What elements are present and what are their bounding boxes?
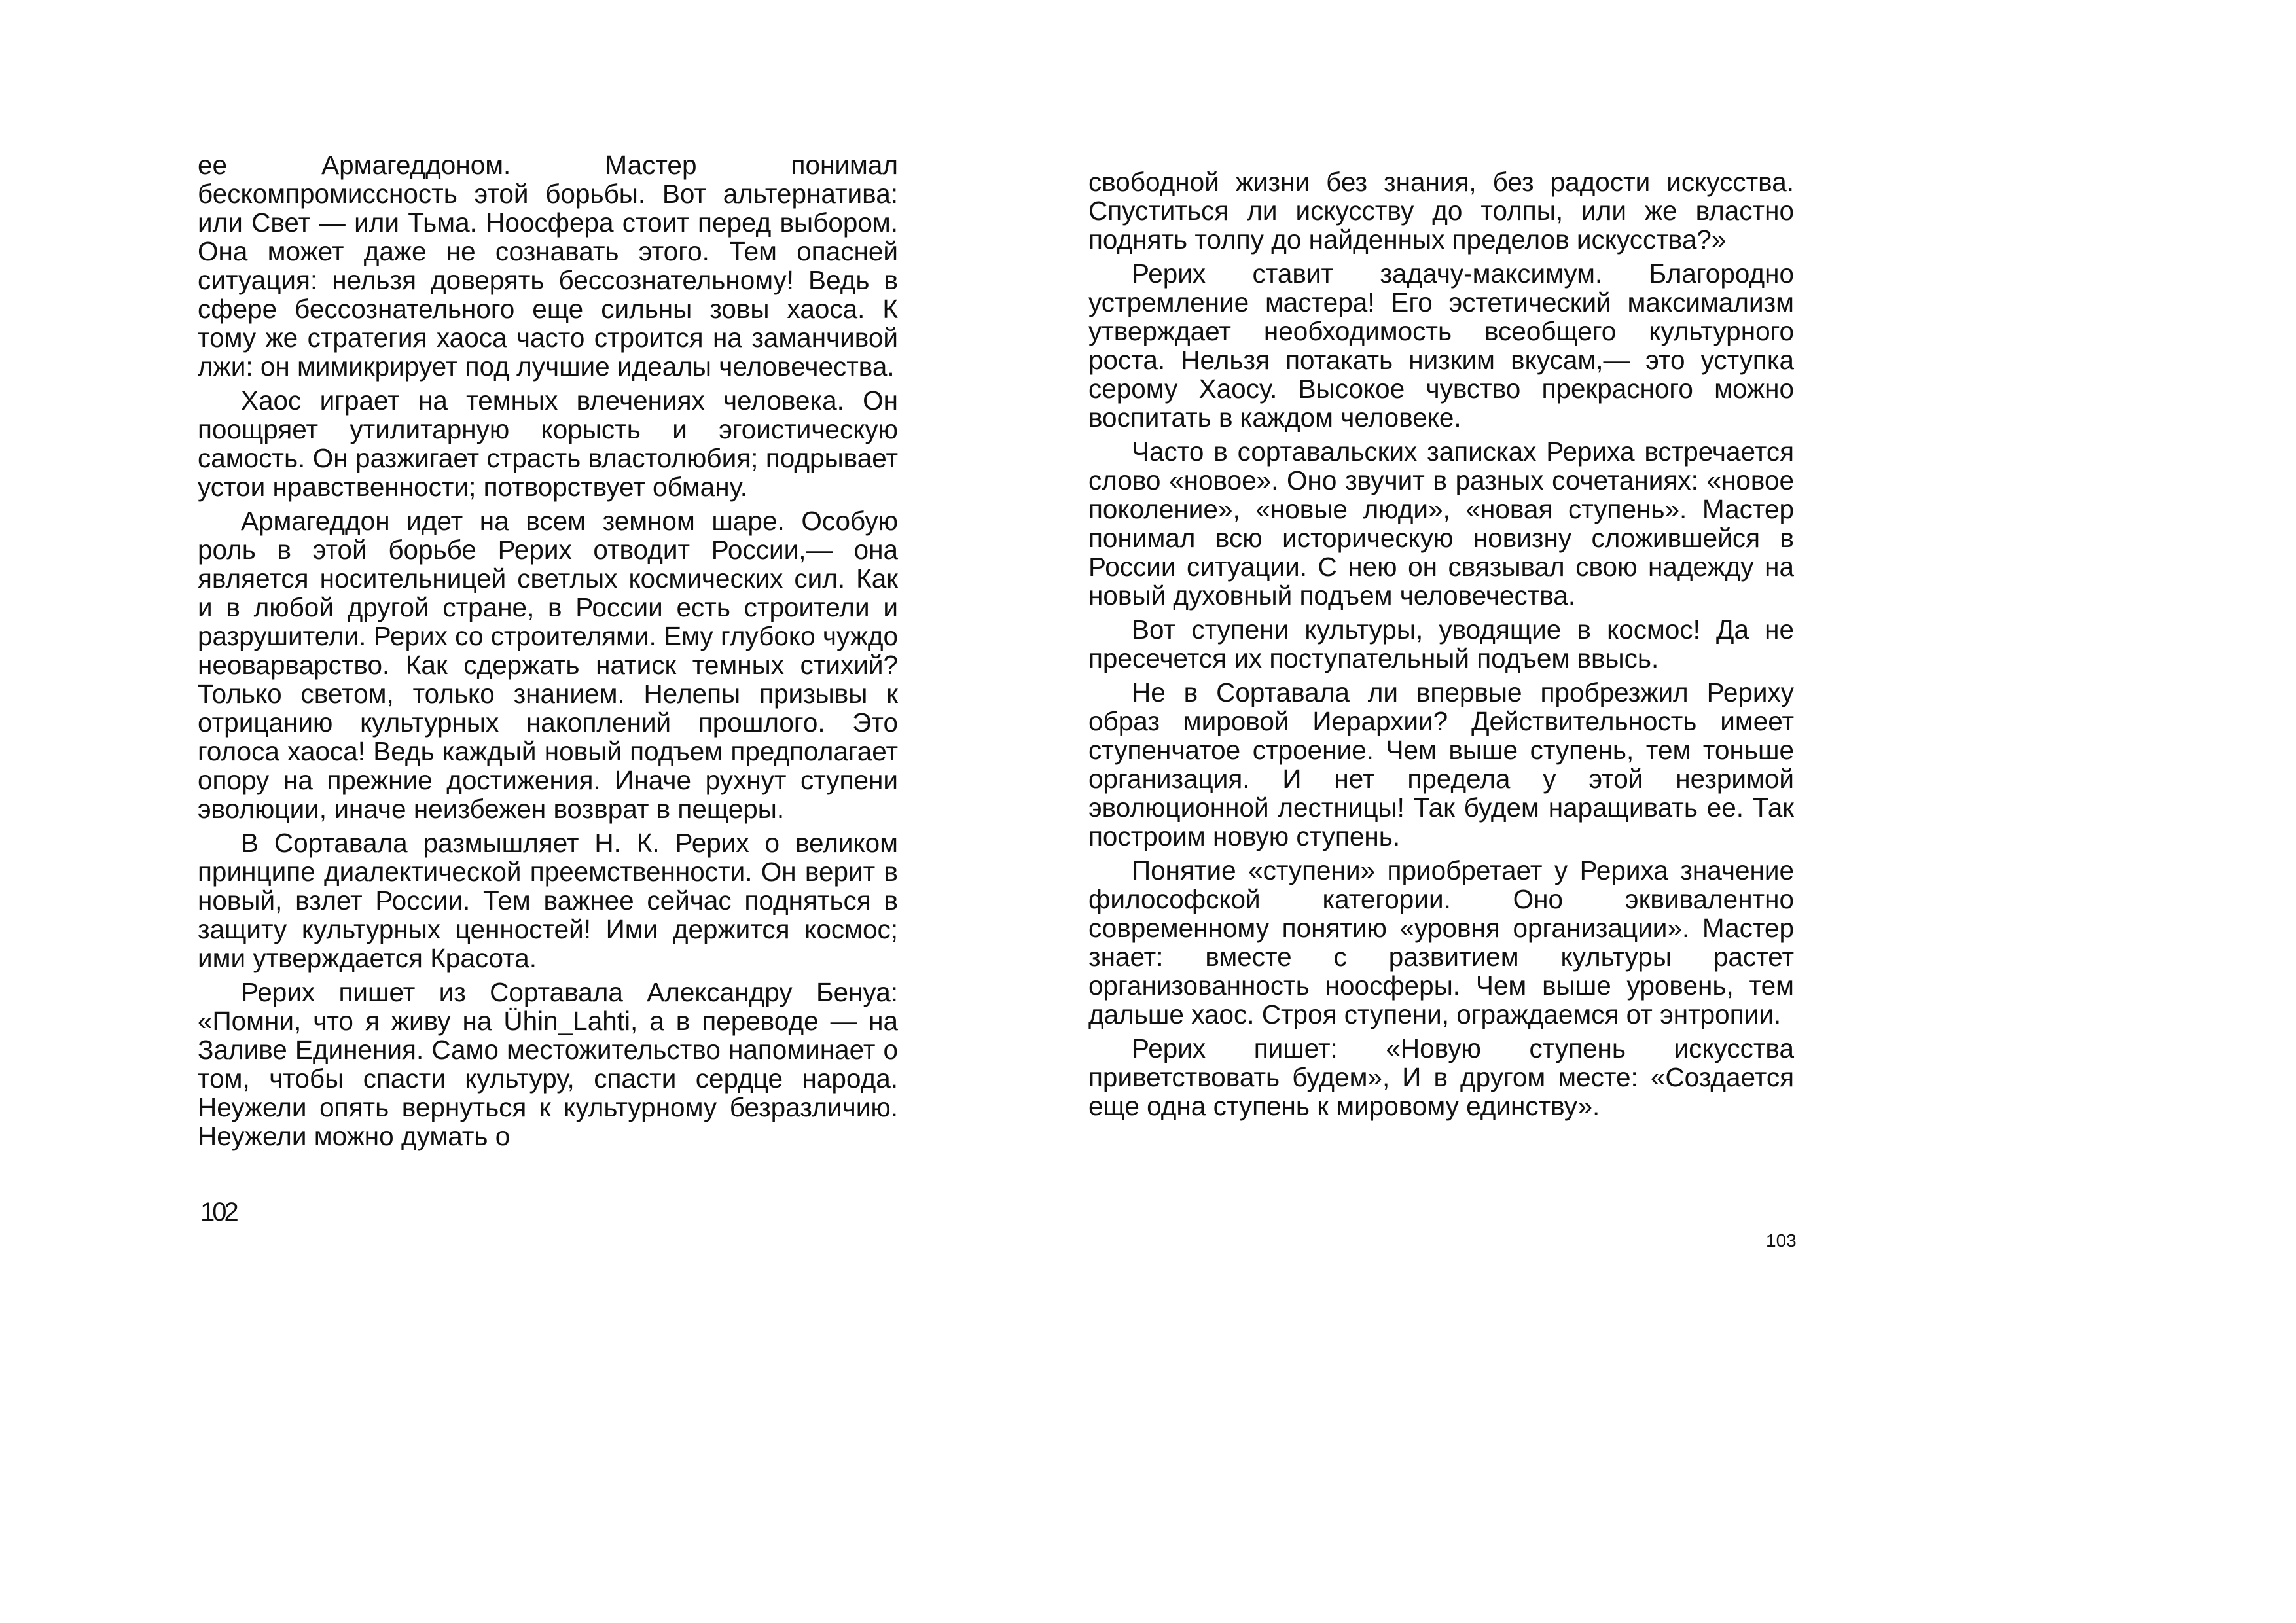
right-paragraph-7: Рерих пишет: «Новую ступень искусства приветствовать будем», И в другом месте: «Создается еще одна ступень к мировому единству». (1088, 1033, 1794, 1121)
left-paragraph-5: Рерих пишет из Сортавала Александру Бенуа: «Помни, что я живу на Ühin_Lahti, а в переводе — на Заливе Единения. Само местожительство напоминает о том, чтобы спасти культуру, спасти сердце народа. Неужели опять вернуться к культурному безразличию. Неужели можно думать о (198, 977, 898, 1151)
page-number-left: 102 (200, 1198, 236, 1226)
right-paragraph-1: свободной жизни без знания, без радости искусства. Спуститься ли искусству до толпы, или же властно поднять толпу до найденных пределов искусства?» (1088, 167, 1794, 255)
left-paragraph-3: Армагеддон идет на всем земном шаре. Особую роль в этой борьбе Рерих отводит России,— она является носительницей светлых космических сил. Как и в любой другой стране, в России есть строители и разрушители. Рерих со строителями. Ему глубоко чуждо неоварварство. Как сдержать натиск темных стихий? Только светом, только знанием. Нелепы призывы к отрицанию культурных накоплений прошлого. Это голоса хаоса! Ведь каждый новый подъем предполагает опору на прежние достижения. Иначе рухнут ступени эволюции, иначе неизбежен возврат в пещеры. (198, 506, 898, 824)
page-number-right: 103 (1766, 1230, 1797, 1251)
right-paragraph-3: Часто в сортавальских записках Рериха встречается слово «новое». Оно звучит в разных сочетаниях: «новое поколение», «новые люди», «новая ступень». Мастер понимал всю историческую новизну сложившейся в России ситуации. С нею он связывал свою надежду на новый духовный подъем человечества. (1088, 437, 1794, 611)
right-paragraph-6: Понятие «ступени» приобретает у Рериха значение философской категории. Оно эквивалентно современному понятию «уровня организации». Мастер знает: вместе с развитием культуры растет организованность ноосферы. Чем выше уровень, тем дальше хаос. Строя ступени, ограждаемся от энтропии. (1088, 855, 1794, 1029)
right-paragraph-4: Вот ступени культуры, уводящие в космос! Да не пресечется их поступательный подъем ввысь. (1088, 615, 1794, 673)
left-page (198, 151, 898, 1156)
right-paragraph-2: Рерих ставит задачу-максимум. Благородно устремление мастера! Его эстетический максимализм утверждает необходимость всеобщего культурного роста. Нельзя потакать низким вкусам,— это уступка серому Хаосу. Высокое чувство прекрасного можно воспитать в каждом человеке. (1088, 259, 1794, 433)
right-page (1088, 168, 1794, 1126)
right-paragraph-5: Не в Сортавала ли впервые пробрезжил Рериху образ мировой Иерархии? Действительность имеет ступенчатое строение. Чем выше ступень, тем тоньше организация. И нет предела у этой незримой эволюционной лестницы! Так будем наращивать ее. Так построим новую ступень. (1088, 677, 1794, 851)
left-paragraph-1: ее Армагеддоном. Мастер понимал бескомпромиссность этой борьбы. Вот альтернатива: или Свет — или Тьма. Ноосфера стоит перед выбором. Она может даже не сознавать этого. Тем опасней ситуация: нельзя доверять бессознательному! Ведь в сфере бессознательного еще сильны зовы хаоса. К тому же стратегия хаоса часто строится на заманчивой лжи: он мимикрирует под лучшие идеалы человечества. (198, 150, 898, 382)
left-paragraph-4: В Сортавала размышляет Н. К. Рерих о великом принципе диалектической преемственности. Он верит в новый, взлет России. Тем важнее сейчас подняться в защиту культурных ценностей! Ими держится космос; ими утверждается Красота. (198, 828, 898, 973)
left-paragraph-2: Хаос играет на темных влечениях человека. Он поощряет утилитарную корысть и эгоистическую самость. Он разжигает страсть властолюбия; подрывает устои нравственности; потворствует обману. (198, 385, 898, 502)
